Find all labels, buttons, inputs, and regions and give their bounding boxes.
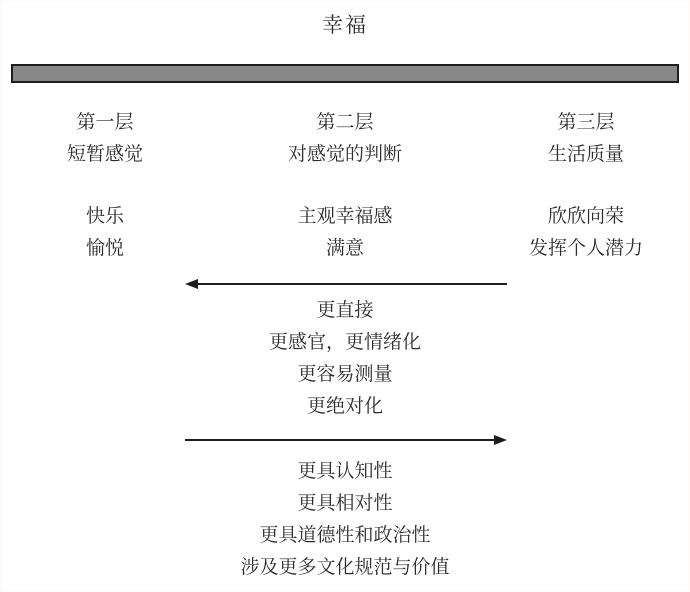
column-heading: 第三层: [557, 111, 615, 133]
diagram-title: 幸福: [322, 13, 368, 37]
column-level-1: [15, 106, 195, 264]
trait-item: 更容易测量: [297, 363, 393, 385]
trait-item: 更直接: [316, 299, 374, 321]
right-arrow: [185, 433, 507, 447]
trait-item: 更绝对化: [306, 395, 383, 417]
column-level-3: [496, 106, 676, 264]
left-arrow-traits: [195, 294, 495, 422]
column-item: 欣欣向荣: [547, 205, 624, 227]
column-item: 主观幸福感: [297, 205, 393, 227]
column-item: 快乐: [85, 205, 124, 227]
column-item: 发挥个人潜力: [528, 237, 643, 259]
happiness-spectrum-bar: [11, 64, 679, 83]
right-arrow-traits: [195, 455, 495, 583]
trait-item: 更具相对性: [297, 492, 393, 514]
left-arrow: [185, 277, 507, 291]
trait-item: 更感官，更情绪化: [268, 331, 421, 353]
column-subheading: 生活质量: [547, 143, 624, 165]
column-item: 满意: [325, 237, 364, 259]
column-level-2: [255, 106, 435, 264]
column-subheading: 对感觉的判断: [287, 143, 402, 165]
column-item: 愉悦: [85, 237, 124, 259]
column-heading: 第二层: [316, 111, 374, 133]
column-subheading: 短暂感觉: [66, 143, 143, 165]
trait-item: 涉及更多文化规范与价值: [240, 556, 450, 578]
column-heading: 第一层: [76, 111, 134, 133]
trait-item: 更具道德性和政治性: [259, 524, 431, 546]
trait-item: 更具认知性: [297, 460, 393, 482]
